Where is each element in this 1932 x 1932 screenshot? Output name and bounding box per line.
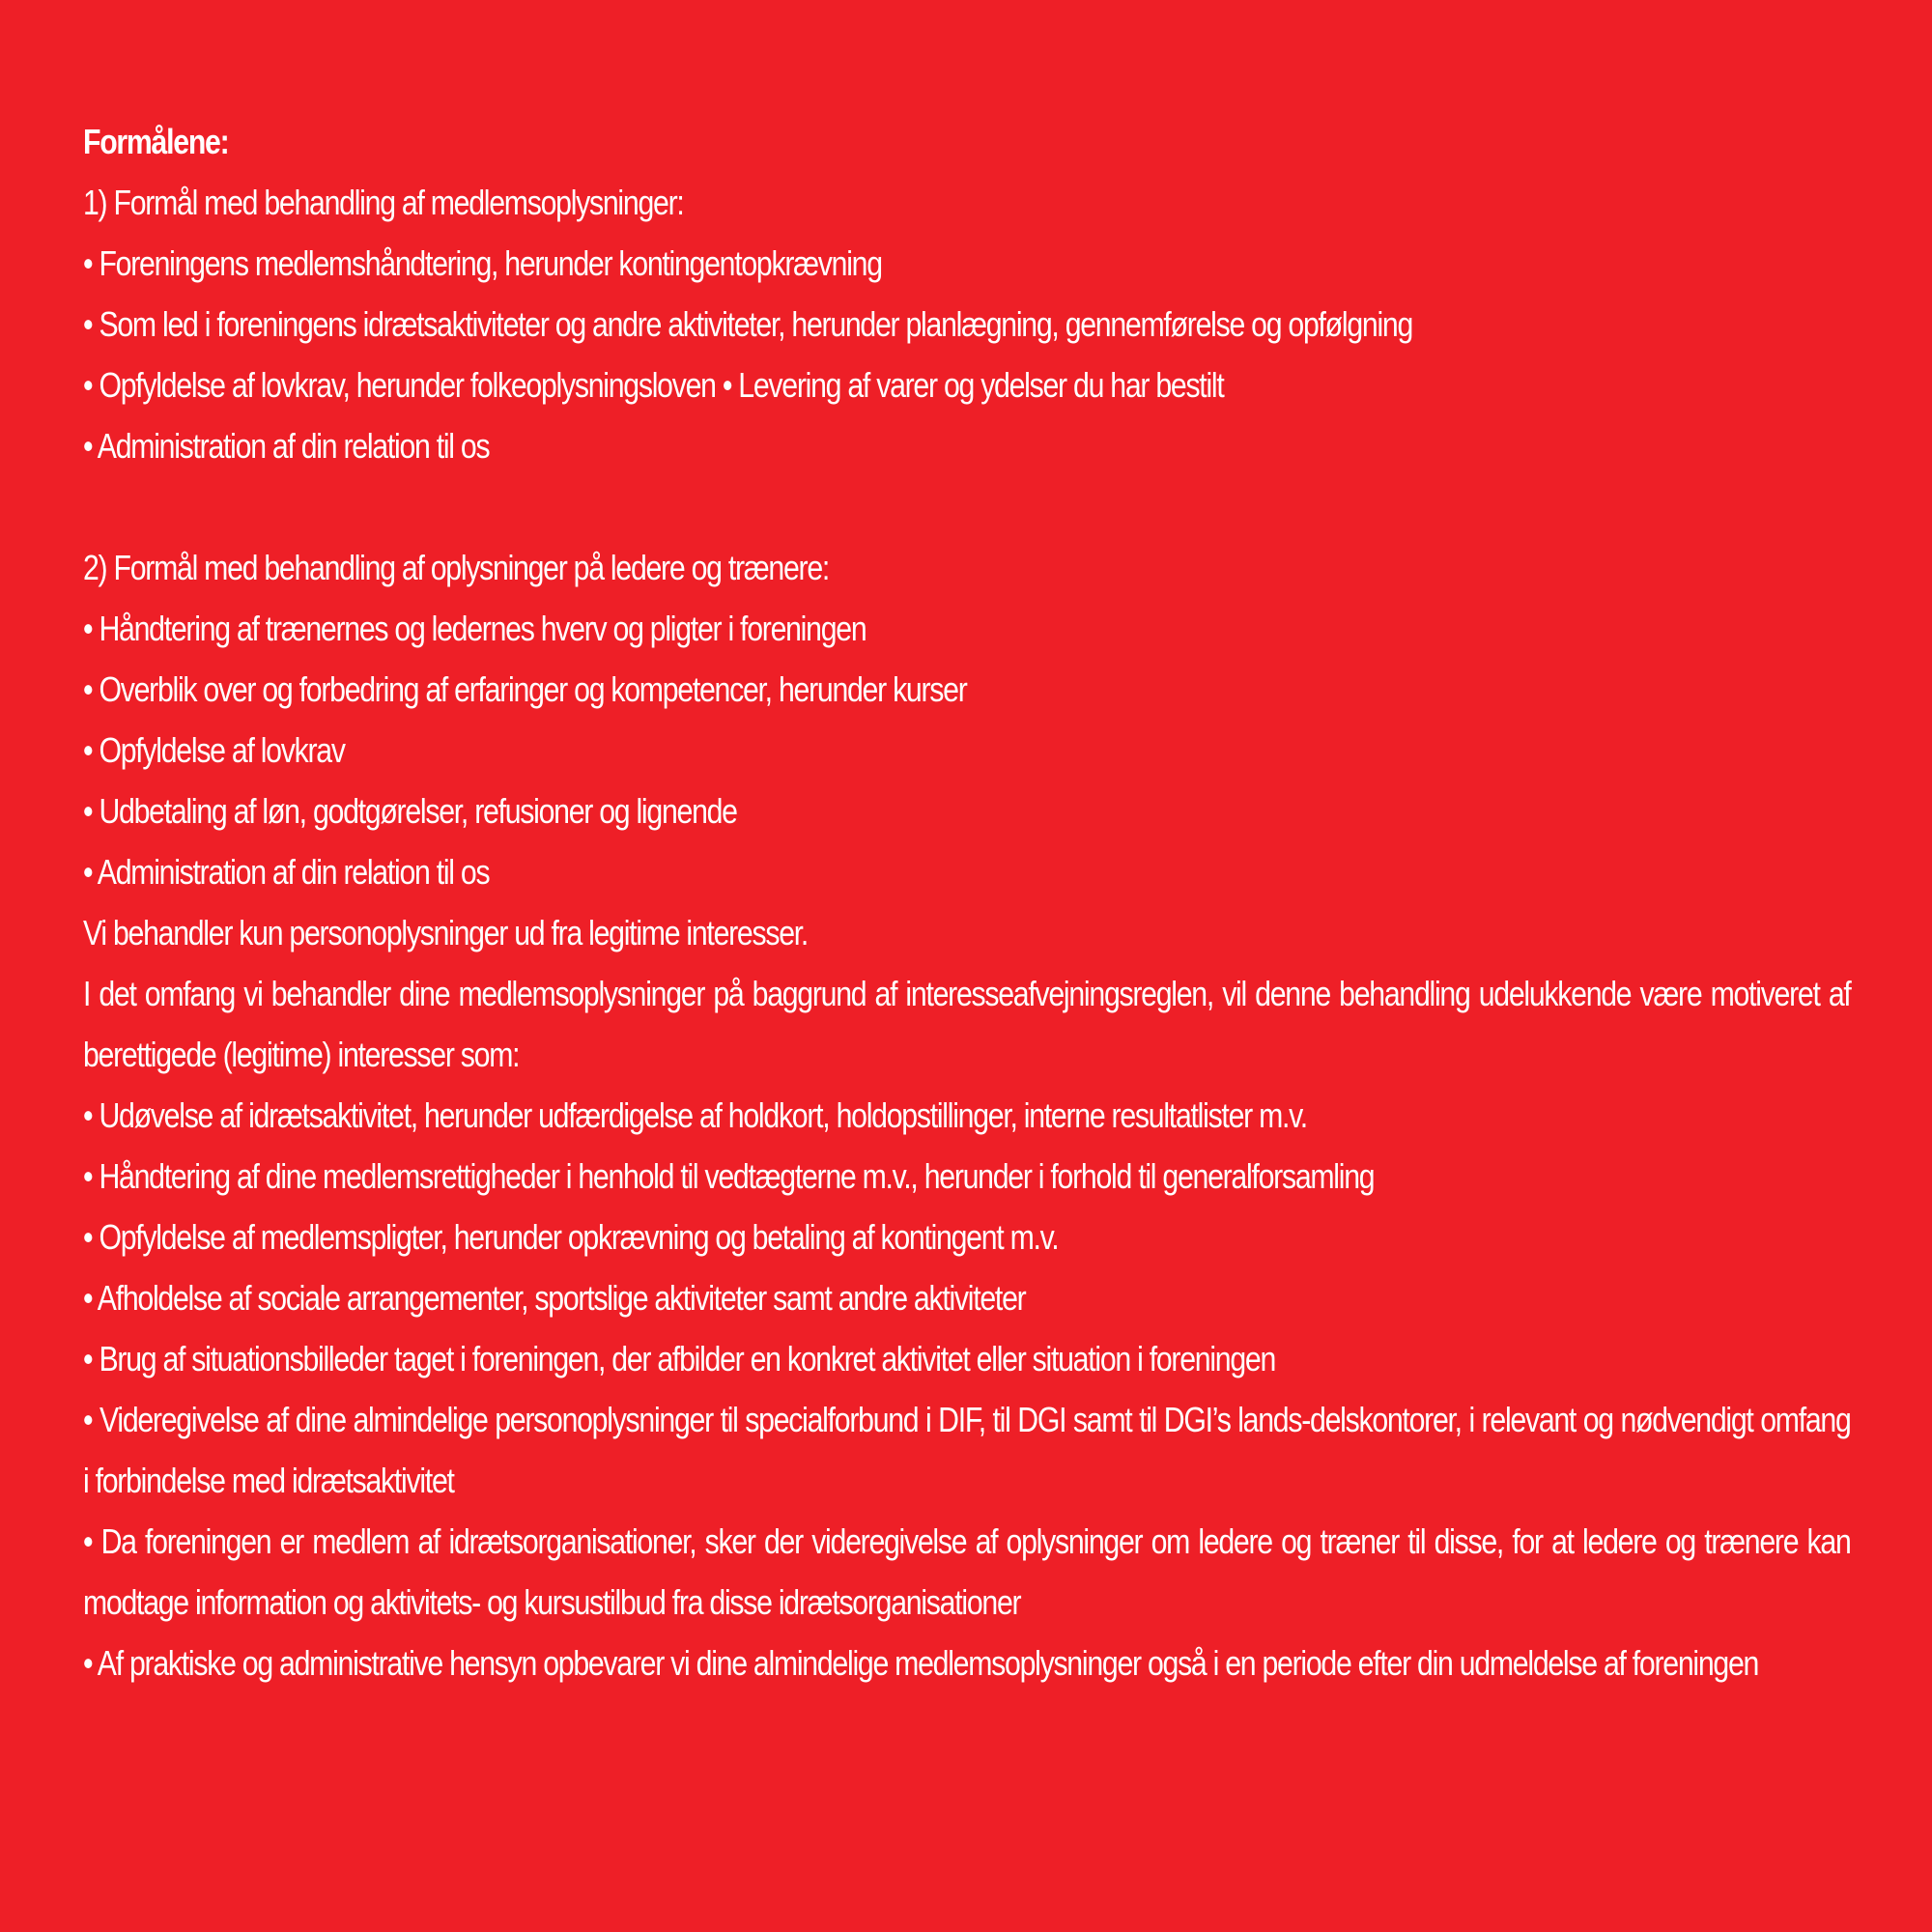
list-item: • Opfyldelse af lovkrav, herunder folkeoplysningsloven • Levering af varer og ydelser du har bestilt xyxy=(83,365,1224,405)
list-item: • Udøvelse af idrætsaktivitet, herunder udfærdigelse af holdkort, holdopstillinger, interne resultatlister m.v. xyxy=(83,1095,1307,1135)
list-item: • Administration af din relation til os xyxy=(83,426,490,466)
privacy-purposes-text xyxy=(83,111,1851,1693)
heading-formaalene: Formålene: xyxy=(83,122,229,161)
list-item: • Af praktiske og administrative hensyn opbevarer vi dine almindelige medlemsoplysninger også i en periode efter din udmeldelse af foreningen xyxy=(83,1643,1759,1683)
list-item: • Da foreningen er medlem af idrætsorganisationer, sker der videregivelse af oplysninger om ledere og træner til disse, for at ledere og trænere kan modtage information og aktivitets- og kursustilbud fra disse idrætsorganisationer xyxy=(83,1521,1851,1622)
list-item: • Opfyldelse af lovkrav xyxy=(83,730,345,770)
legitimate-interests-paragraph: I det omfang vi behandler dine medlemsoplysninger på baggrund af interesseafvejningsreglen, vil denne behandling udelukkende være motiveret af berettigede (legitime) interesser som: xyxy=(83,974,1851,1074)
list-item: • Udbetaling af løn, godtgørelser, refusioner og lignende xyxy=(83,791,737,831)
legitimate-interests-intro: Vi behandler kun personoplysninger ud fra legitime interesser. xyxy=(83,913,809,952)
list-item: • Afholdelse af sociale arrangementer, sportslige aktiviteter samt andre aktiviteter xyxy=(83,1278,1026,1318)
list-item: • Brug af situationsbilleder taget i foreningen, der afbilder en konkret aktivitet eller situation i foreningen xyxy=(83,1339,1276,1378)
list-item: • Videregivelse af dine almindelige personoplysninger til specialforbund i DIF, til DGI samt til DGI’s lands-delskontorer, i relevant og nødvendigt omfang i forbindelse med idrætsaktivitet xyxy=(83,1400,1851,1500)
list-item: • Som led i foreningens idrætsaktiviteter og andre aktiviteter, herunder planlægning, gennemførelse og opfølgning xyxy=(83,304,1413,344)
list-item: • Overblik over og forbedring af erfaringer og kompetencer, herunder kurser xyxy=(83,669,967,709)
list-item: • Håndtering af trænernes og ledernes hverv og pligter i foreningen xyxy=(83,609,867,648)
section2-title: 2) Formål med behandling af oplysninger på ledere og trænere: xyxy=(83,548,830,587)
list-item: • Opfyldelse af medlemspligter, herunder opkrævning og betaling af kontingent m.v. xyxy=(83,1217,1059,1257)
section1-title: 1) Formål med behandling af medlemsoplysninger: xyxy=(83,183,684,222)
paragraph-spacer xyxy=(83,476,1851,537)
list-item: • Håndtering af dine medlemsrettigheder i henhold til vedtægterne m.v., herunder i forhold til generalforsamling xyxy=(83,1156,1375,1196)
list-item: • Foreningens medlemshåndtering, herunder kontingentopkrævning xyxy=(83,243,882,283)
list-item: • Administration af din relation til os xyxy=(83,852,490,892)
